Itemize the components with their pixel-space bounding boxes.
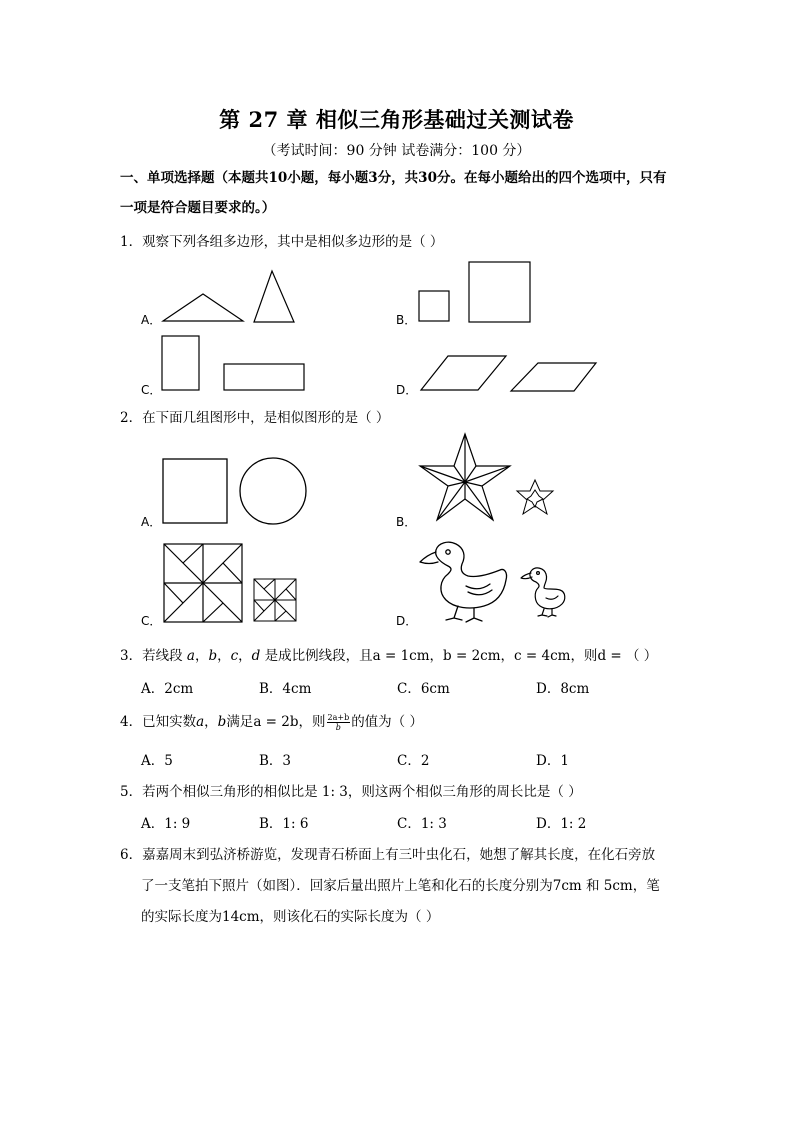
q3-prefix: 3．若线段: [120, 648, 187, 664]
q3-eq-d: d =: [597, 648, 626, 664]
q2-option-d-label[interactable]: D．: [396, 614, 418, 628]
q1-option-a-triangle-small: [250, 268, 298, 326]
q2-option-a-label[interactable]: A．: [141, 515, 162, 529]
q4-fraction: [327, 713, 351, 732]
q4-cond: a = 2b: [253, 714, 299, 730]
q3-eq-b: b = 2cm: [443, 648, 501, 664]
q4-frac-numerator: 2a+b: [327, 713, 350, 722]
q1-option-d-label[interactable]: D．: [396, 383, 418, 397]
q2-option-d-duck-small: [520, 566, 572, 618]
q3-option-d[interactable]: D．8cm: [536, 681, 590, 697]
q3-var-b: b: [208, 648, 218, 664]
q4-option-c[interactable]: C．2: [397, 753, 430, 769]
q2-option-a-square: [162, 458, 230, 526]
q3-sep2: ，: [217, 648, 231, 664]
q5-option-c[interactable]: C．1: 3: [397, 816, 447, 832]
q4-option-b[interactable]: B．3: [259, 753, 292, 769]
question-4-stem: [120, 710, 423, 732]
q2-option-b-star-small: [514, 478, 556, 520]
section-heading-line2: 一项是符合题目要求的。）: [120, 200, 276, 216]
q5-option-d[interactable]: D．1: 2: [536, 816, 587, 832]
q3-var-c: c: [230, 648, 239, 664]
q4-var-a: a: [196, 714, 205, 730]
question-5-stem: 5．若两个相似三角形的相似比是 1: 3，则这两个相似三角形的周长比是（ ）: [120, 784, 582, 800]
q3-sep1: ，: [194, 648, 209, 664]
q3-option-a[interactable]: A．2cm: [141, 681, 194, 697]
q1-option-a-label[interactable]: A．: [141, 313, 162, 327]
q4-suffix: 的值为（ ）: [351, 714, 423, 730]
q3-var-d: d: [251, 648, 261, 664]
q4-comma: ，: [204, 714, 218, 730]
q3-sep3: ，: [238, 648, 252, 664]
q4-prefix: 4．已知实数: [120, 714, 197, 730]
q3-comma-2: ，: [500, 648, 515, 664]
q3-eq-a: a = 1cm: [372, 648, 430, 664]
question-6-line1: 6．嘉嘉周末到弘济桥游览，发现青石桥面上有三叶虫化石，她想了解其长度，在化石旁放: [120, 847, 656, 863]
question-2-stem: 2．在下面几组图形中，是相似图形的是（ ）: [120, 410, 390, 426]
q2-option-b-label[interactable]: B．: [396, 515, 417, 529]
q3-eq-c: c = 4cm: [514, 648, 571, 664]
page-subtitle: （考试时间：90 分钟 试卷满分：100 分）: [262, 143, 531, 159]
q2-option-c-label[interactable]: C．: [141, 614, 162, 628]
q3-option-b[interactable]: B．4cm: [259, 681, 312, 697]
q1-option-a-triangles: [160, 292, 246, 324]
q5-option-a[interactable]: A．1: 9: [141, 816, 191, 832]
q4-var-b: b: [217, 714, 227, 730]
q1-option-b-square-small: [418, 290, 452, 324]
page-title: 第 27 章 相似三角形基础过关测试卷: [219, 107, 574, 132]
q3-then: ，则: [570, 648, 598, 664]
q3-mid: 是成比例线段，且: [260, 648, 373, 664]
q2-option-a-circle: [238, 456, 308, 526]
question-6-line3: 的实际长度为14cm，则该化石的实际长度为（ ）: [141, 909, 440, 925]
question-1-stem: 1．观察下列各组多边形，其中是相似多边形的是（ ）: [120, 234, 444, 250]
q2-option-d-duck-large: [418, 540, 512, 624]
q2-option-b-star-large: [418, 432, 512, 524]
q4-mid: 满足: [226, 714, 254, 730]
q1-option-d-parallelogram-2: [508, 360, 600, 394]
q4-option-a[interactable]: A．5: [141, 753, 173, 769]
q1-option-b-label[interactable]: B．: [396, 313, 417, 327]
q1-option-b-square-large: [468, 261, 532, 325]
q2-option-c-pinwheel-small: [253, 578, 299, 624]
q1-option-c-rect-tall: [161, 335, 203, 393]
section-heading-line1: 一、单项选择题（本题共10小题，每小题3分，共30分。在每小题给出的四个选项中，只有: [120, 170, 667, 186]
q1-option-d-parallelogram-1: [418, 353, 510, 393]
question-3-stem: [120, 644, 657, 664]
q5-option-b[interactable]: B．1: 6: [259, 816, 309, 832]
q4-option-d[interactable]: D．1: [536, 753, 569, 769]
q2-option-c-pinwheel-large: [163, 543, 245, 625]
q1-option-c-rect-wide: [223, 363, 307, 393]
q3-var-a: a: [186, 648, 195, 664]
q1-option-c-label[interactable]: C．: [141, 383, 162, 397]
q4-then: ，则: [298, 714, 326, 730]
q4-frac-denominator: b: [335, 723, 341, 732]
q3-option-c[interactable]: C．6cm: [397, 681, 450, 697]
q3-comma-1: ，: [429, 648, 444, 664]
q3-paren: （ ）: [625, 648, 658, 664]
question-6-line2: 了一支笔拍下照片（如图）．回家后量出照片上笔和化石的长度分别为7cm 和 5cm，笔: [141, 878, 660, 894]
